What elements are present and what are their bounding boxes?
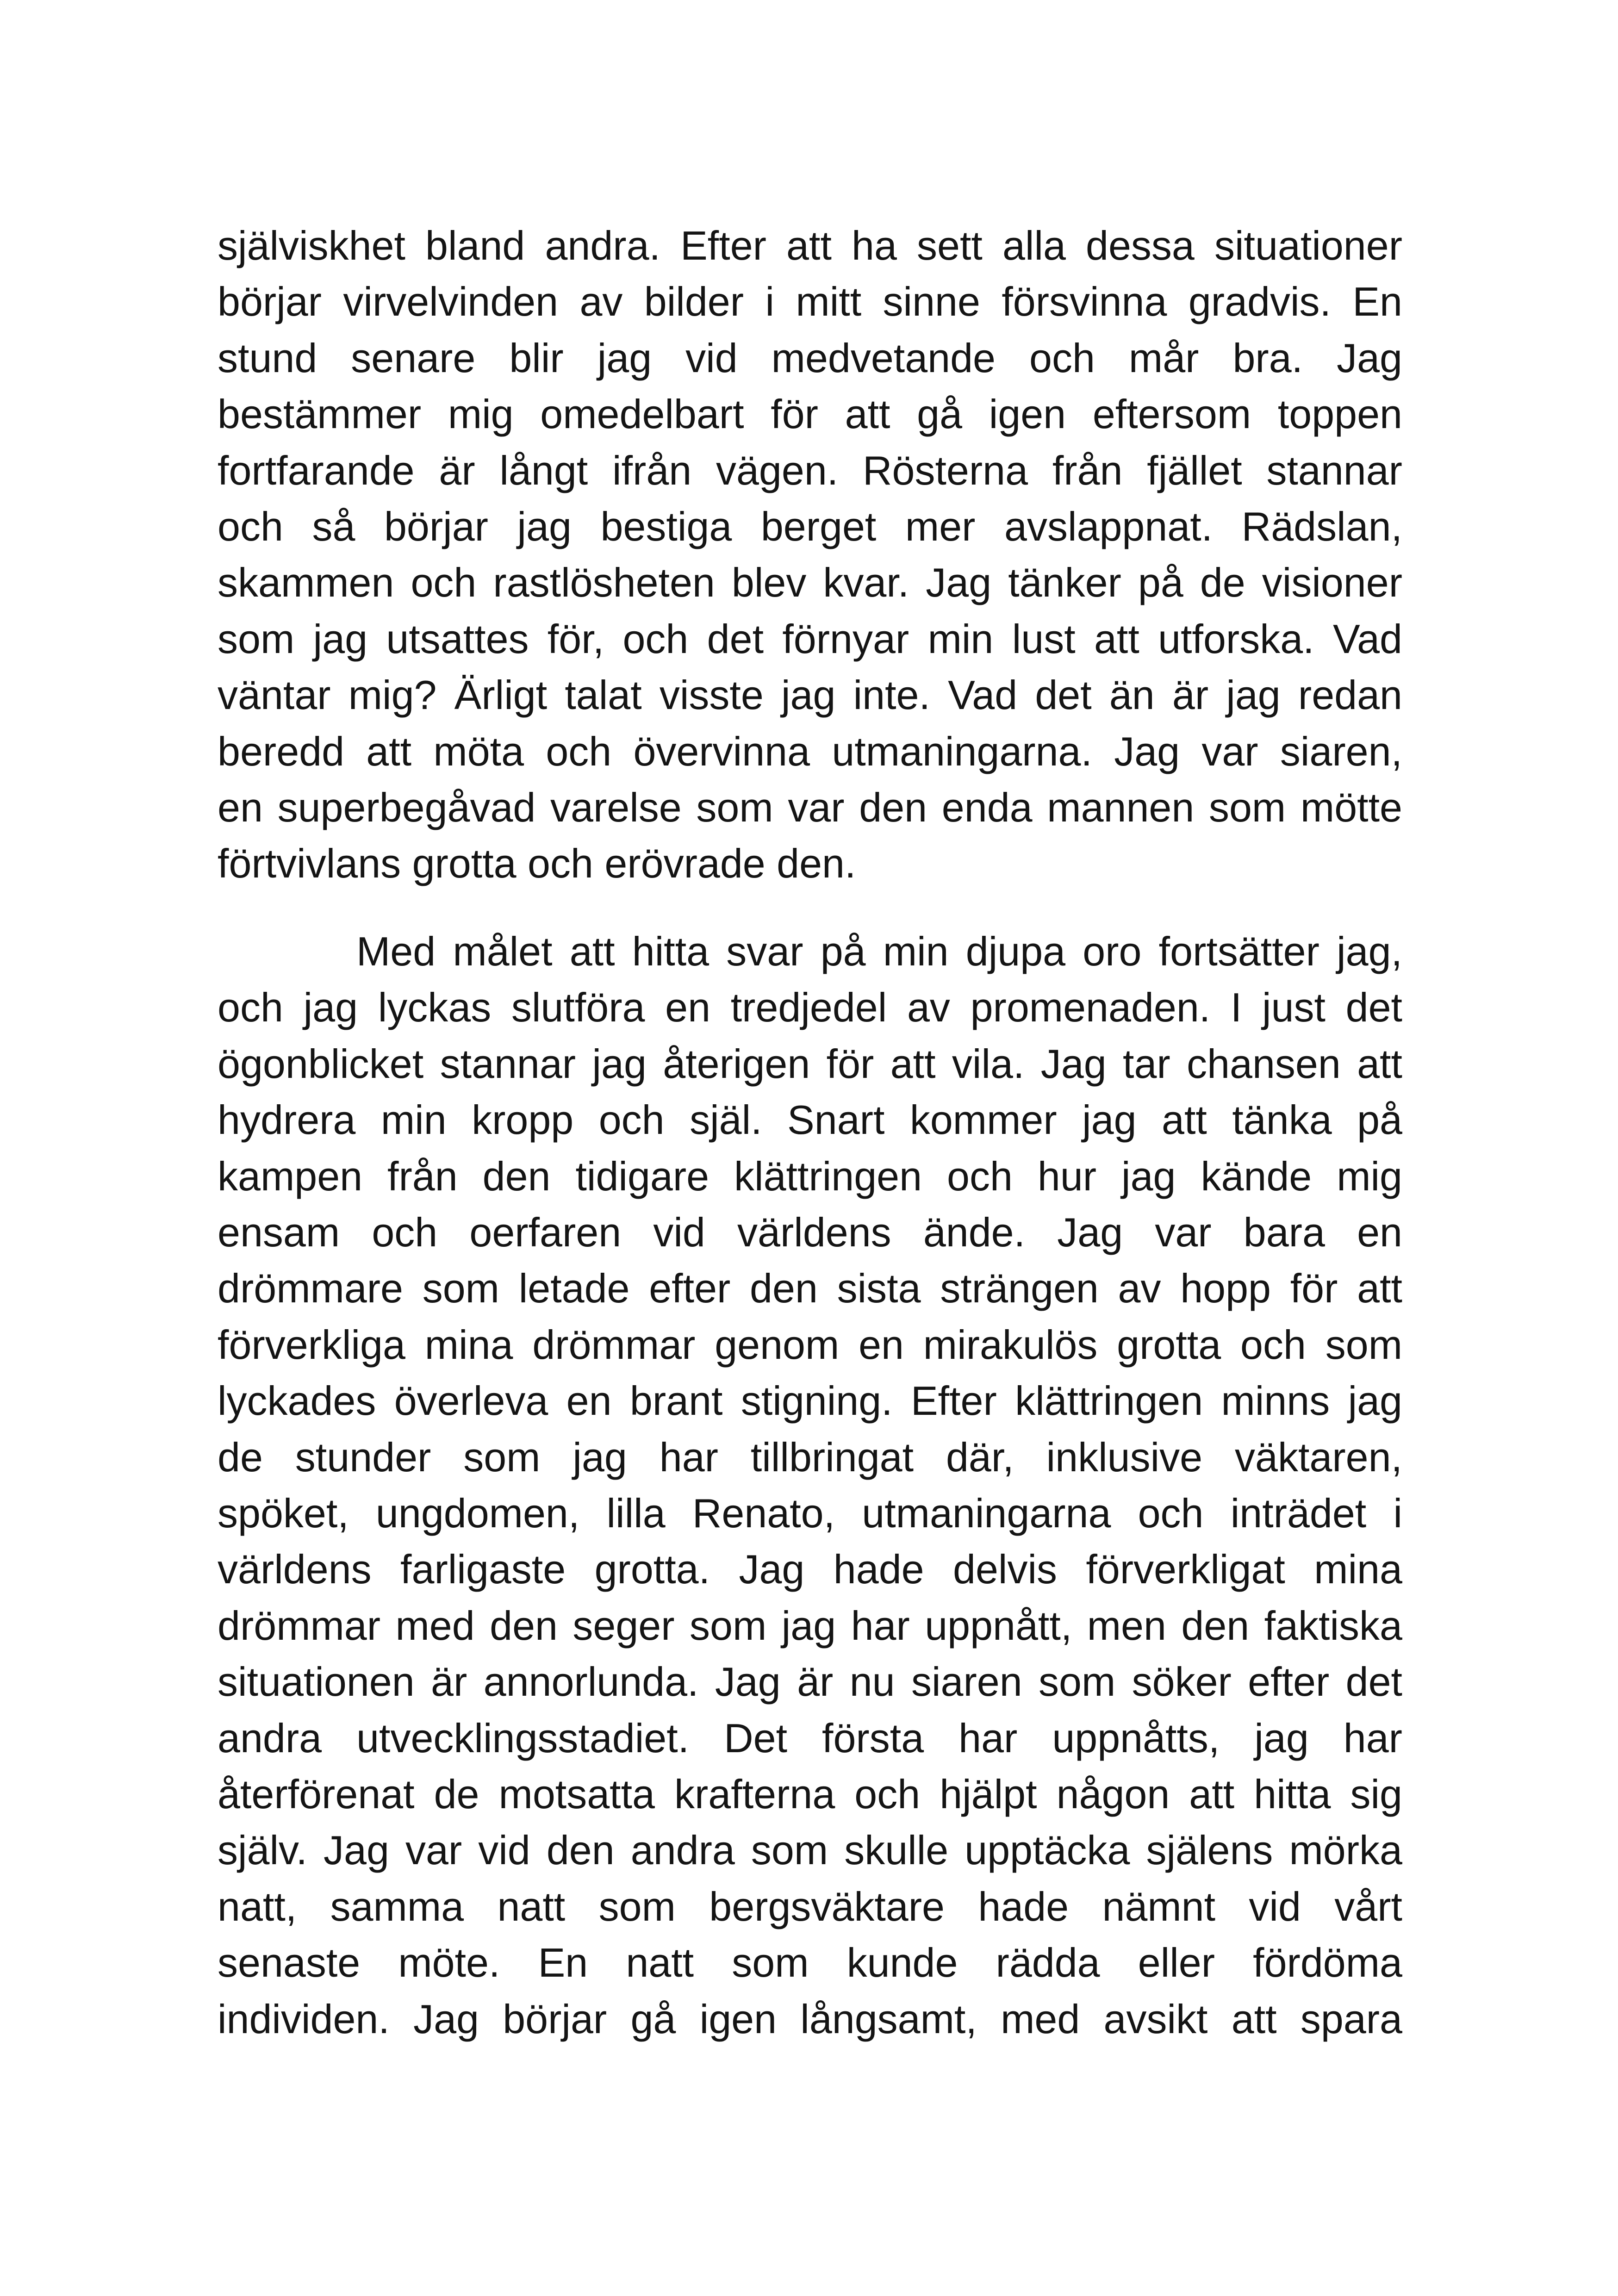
text-line: skammen och rastlösheten blev kvar. Jag tänker på de visioner bbox=[218, 560, 1402, 606]
text-line: fortfarande är långt ifrån vägen. Rösterna från fjället stannar bbox=[218, 447, 1402, 493]
text-line: drömmare som letade efter den sista strängen av hopp för att bbox=[218, 1265, 1402, 1312]
text-line: själv. Jag var vid den andra som skulle upptäcka själens mörka bbox=[218, 1827, 1402, 1873]
paragraph-2 bbox=[218, 923, 1402, 2047]
text-line: natt, samma natt som bergsväktare hade nämnt vid vårt bbox=[218, 1883, 1402, 1929]
text-line: börjar virvelvinden av bilder i mitt sinne försvinna gradvis. En bbox=[218, 279, 1402, 325]
document-page bbox=[218, 218, 1402, 2047]
text-line: andra utvecklingsstadiet. Det första har uppnåtts, jag har bbox=[218, 1715, 1402, 1761]
text-line: själviskhet bland andra. Efter att ha sett alla dessa situationer bbox=[218, 223, 1402, 268]
text-line: lyckades överleva en brant stigning. Efter klättringen minns jag bbox=[218, 1378, 1402, 1424]
text-line: stund senare blir jag vid medvetande och mår bra. Jag bbox=[218, 335, 1402, 381]
text-line: förtvivlans grotta och erövrade den. bbox=[218, 840, 856, 887]
text-line: Med målet att hitta svar på min djupa oro fortsätter jag, bbox=[356, 928, 1402, 974]
text-line: bestämmer mig omedelbart för att gå igen eftersom toppen bbox=[218, 391, 1402, 437]
text-line: en superbegåvad varelse som var den enda mannen som mötte bbox=[218, 784, 1402, 831]
text-line: återförenat de motsatta krafterna och hjälpt någon att hitta sig bbox=[218, 1771, 1402, 1817]
text-line: ensam och oerfaren vid världens ände. Jag var bara en bbox=[218, 1209, 1402, 1255]
text-line: väntar mig? Ärligt talat visste jag inte. Vad det än är jag redan bbox=[218, 672, 1402, 718]
text-line: hydrera min kropp och själ. Snart kommer jag att tänka på bbox=[218, 1097, 1402, 1143]
text-line: ögonblicket stannar jag återigen för att vila. Jag tar chansen att bbox=[218, 1040, 1402, 1087]
text-line: drömmar med den seger som jag har uppnått, men den faktiska bbox=[218, 1602, 1402, 1649]
paragraph-1 bbox=[218, 218, 1402, 892]
text-line: spöket, ungdomen, lilla Renato, utmaningarna och inträdet i bbox=[218, 1490, 1402, 1536]
text-line: världens farligaste grotta. Jag hade delvis förverkligat mina bbox=[218, 1546, 1402, 1593]
text-line: de stunder som jag har tillbringat där, inklusive väktaren, bbox=[218, 1434, 1402, 1480]
text-line: och jag lyckas slutföra en tredjedel av promenaden. I just det bbox=[218, 984, 1402, 1031]
text-line: kampen från den tidigare klättringen och hur jag kände mig bbox=[218, 1153, 1402, 1199]
text-line: senaste möte. En natt som kunde rädda eller fördöma bbox=[218, 1940, 1402, 1986]
text-line: förverkliga mina drömmar genom en mirakulös grotta och som bbox=[218, 1321, 1402, 1368]
text-line: situationen är annorlunda. Jag är nu siaren som söker efter det bbox=[218, 1659, 1402, 1705]
text-line: som jag utsattes för, och det förnyar min lust att utforska. Vad bbox=[218, 616, 1402, 662]
text-line: individen. Jag börjar gå igen långsamt, med avsikt att spara bbox=[218, 1996, 1402, 2042]
text-line: och så börjar jag bestiga berget mer avslappnat. Rädslan, bbox=[218, 504, 1402, 550]
text-line: beredd att möta och övervinna utmaningarna. Jag var siaren, bbox=[218, 728, 1402, 774]
